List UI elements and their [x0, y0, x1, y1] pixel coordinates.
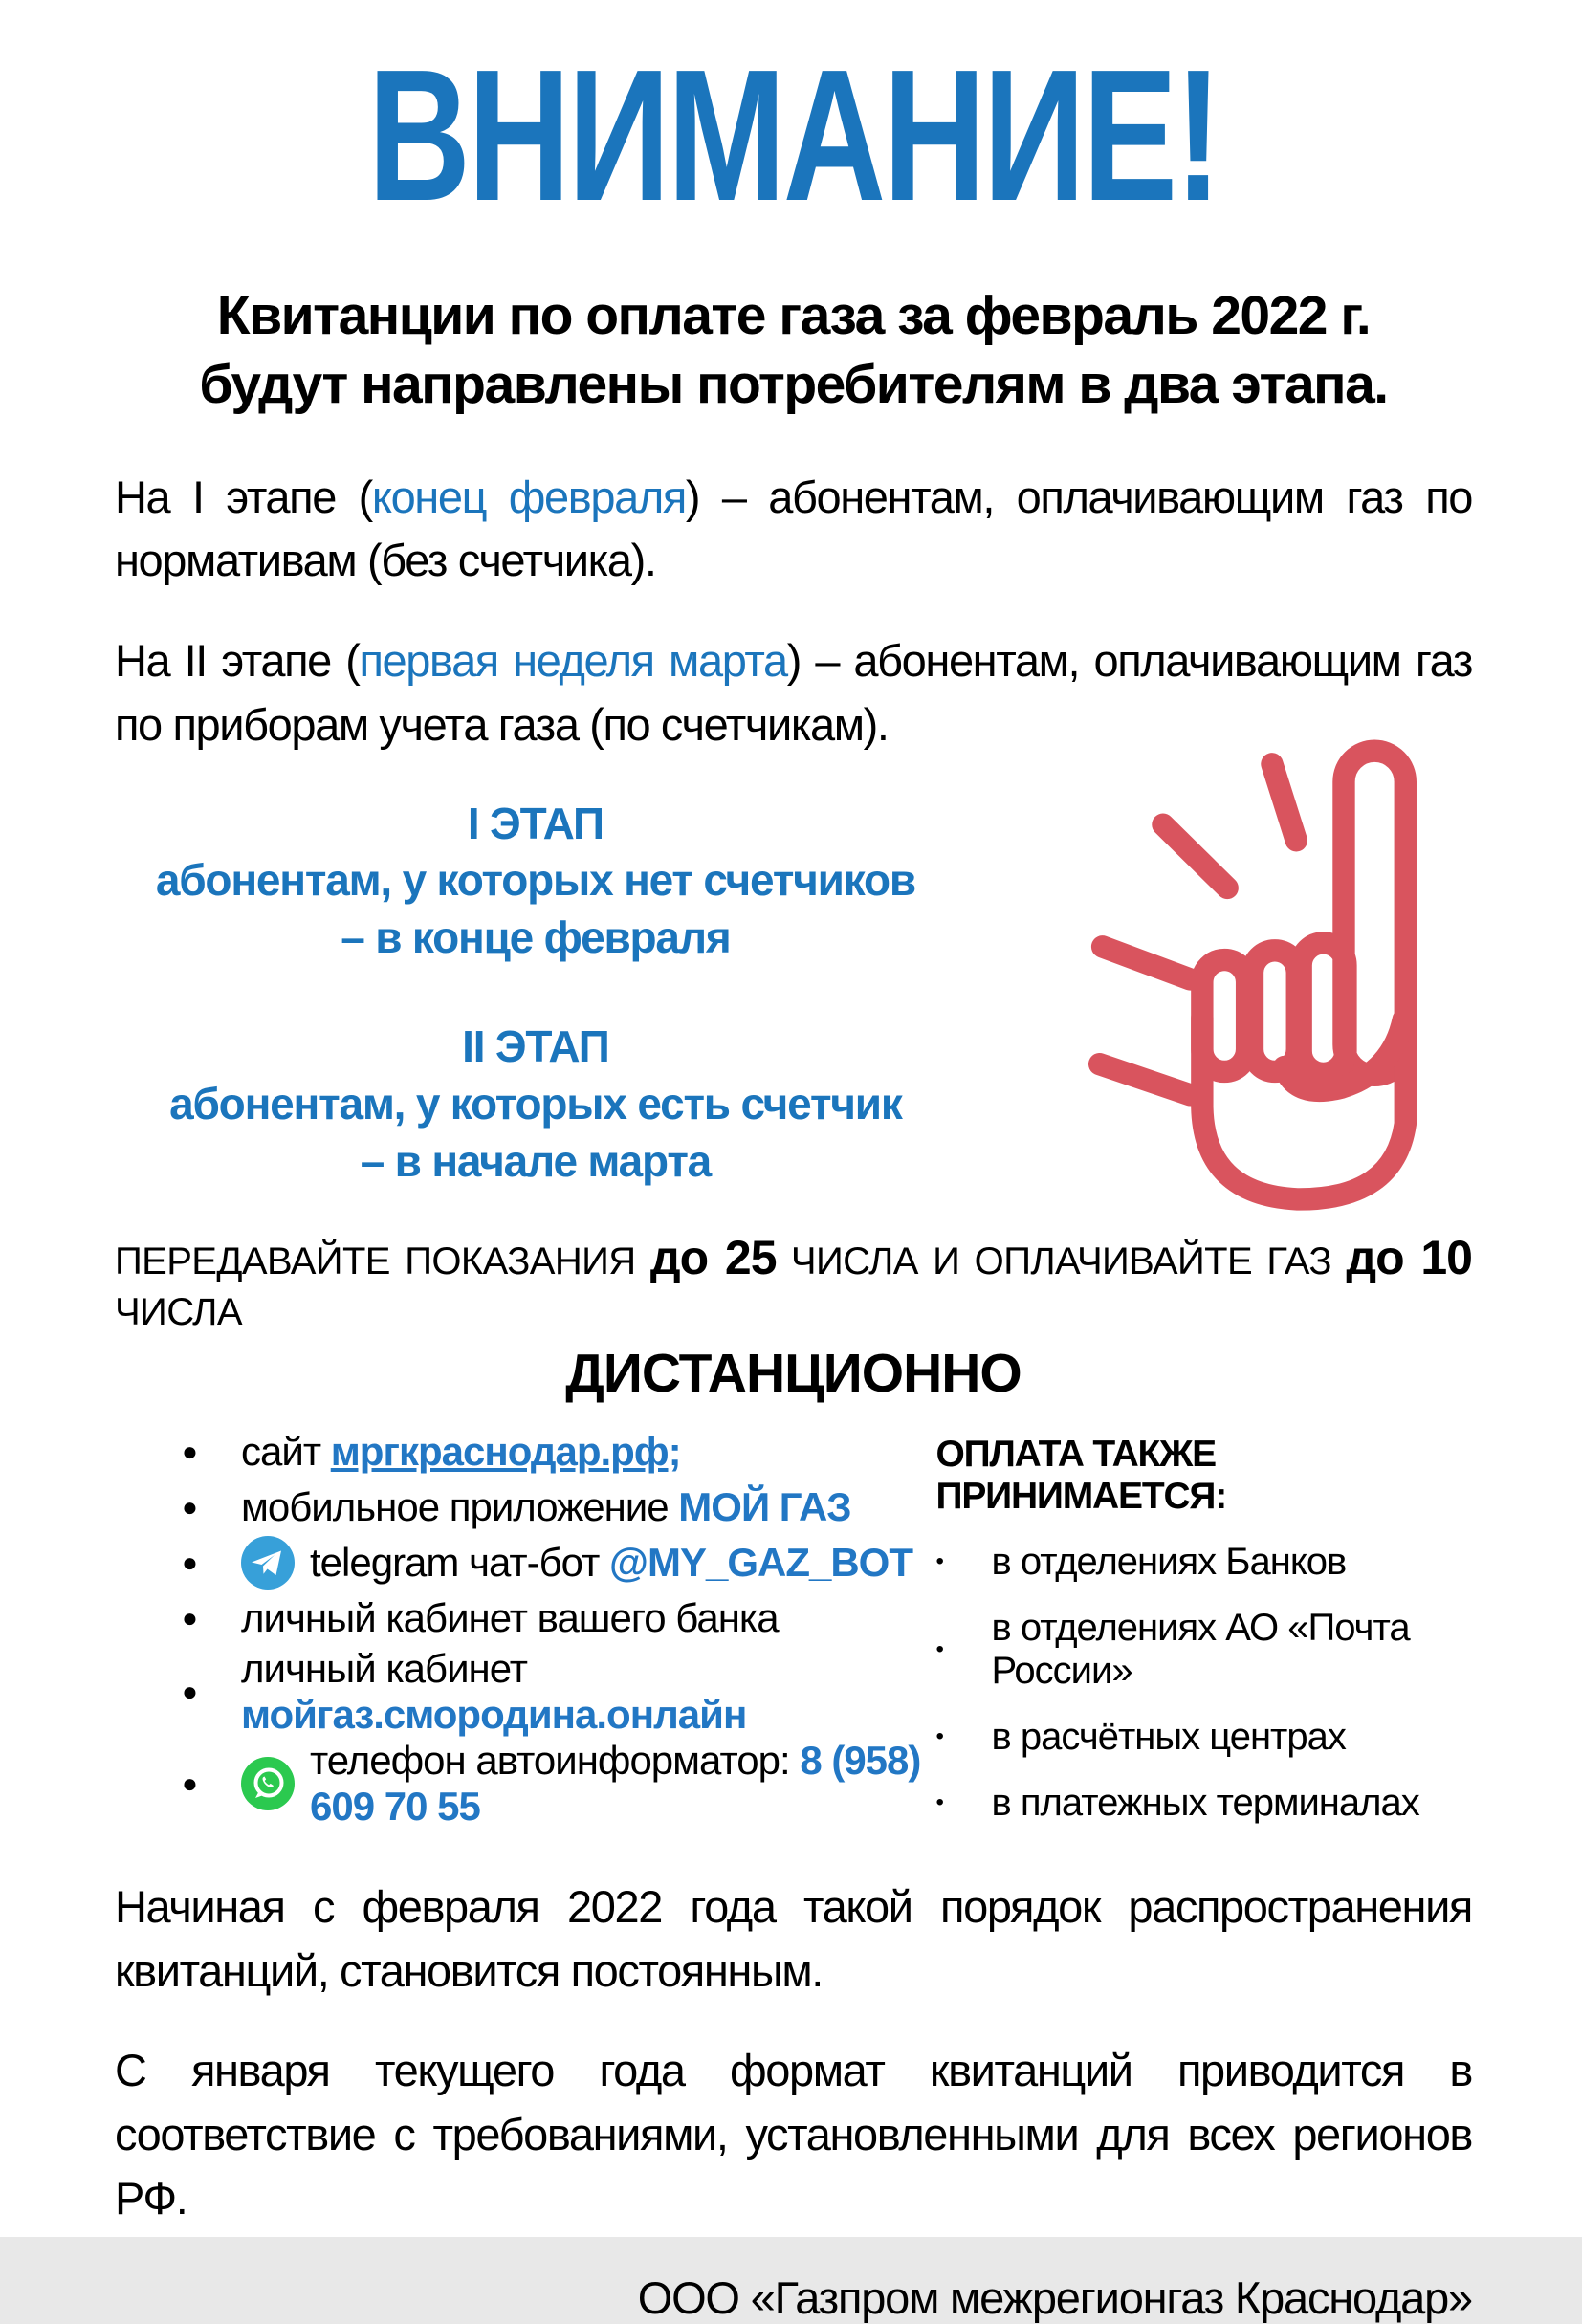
payment-item — [935, 1541, 1472, 1584]
telegram-icon — [241, 1536, 295, 1590]
payment-item — [935, 1782, 1472, 1825]
channel-text — [241, 1429, 681, 1475]
ray-icon — [1163, 824, 1227, 888]
channel-prefix: telegram чат-бот — [310, 1539, 610, 1585]
bullet-icon: ● — [182, 1491, 197, 1522]
site-link[interactable]: мргкраснодар.рф; — [330, 1428, 681, 1474]
subtitle-line-1: Квитанции по оплате газа за февраль 2022 г. — [216, 285, 1371, 346]
payment-item-label: в отделениях АО «Почта России» — [991, 1606, 1410, 1692]
bullet-icon: ● — [182, 1676, 197, 1706]
stage1-suffix: ) – абонентам, оплачивающим газ по нормативам (без счетчика). — [115, 471, 1472, 586]
page-title-text: ВНИМАНИЕ! — [367, 31, 1219, 240]
channel-item-bank-cabinet — [115, 1590, 935, 1646]
payment-heading: ОПЛАТА ТАКЖЕ ПРИНИМАЕТСЯ: — [935, 1433, 1227, 1517]
payment-item — [935, 1607, 1472, 1693]
payment-options — [935, 1424, 1472, 1830]
stage1-paragraph — [115, 466, 1472, 593]
knuckle — [1301, 943, 1346, 1073]
channels-and-payment-columns — [115, 1424, 1472, 1830]
stages-section — [115, 796, 1472, 1191]
payment-item-label: в платежных терминалах — [991, 1781, 1419, 1824]
stage1-block-line2: – в конце февраля — [341, 912, 731, 963]
channel-text — [241, 1484, 851, 1530]
bullet-icon: • — [935, 1548, 943, 1575]
payment-item-label: в расчётных центрах — [991, 1715, 1346, 1758]
stage1-block-title: I ЭТАП — [467, 798, 604, 848]
bullet-icon: • — [935, 1635, 943, 1662]
attention-pointing-hand-icon — [1051, 733, 1489, 1224]
channel-text — [310, 1738, 935, 1830]
channel-text: личный кабинет вашего банка — [241, 1594, 779, 1640]
channel-item-smorodina-cabinet — [115, 1646, 935, 1738]
deadline-bold-25: до 25 — [649, 1231, 777, 1285]
ray-icon — [1103, 947, 1191, 979]
bullet-icon: ● — [182, 1767, 197, 1798]
channel-item-mobile-app — [115, 1480, 935, 1535]
deadline-line — [115, 1228, 1472, 1336]
page-title — [115, 31, 1472, 240]
permanent-order-paragraph: Начиная с февраля 2022 года такой порядок распространения квитанций, становится постоянным. — [115, 1880, 1472, 1996]
stage1-block — [115, 796, 956, 967]
deadline-part2: ЧИСЛА И ОПЛАЧИВАЙТЕ ГАЗ — [776, 1240, 1347, 1283]
bullet-icon: ● — [182, 1436, 197, 1466]
stage2-suffix: ) – абонентам, оплачивающим газ по приборам учета газа (по счетчикам). — [115, 635, 1472, 750]
channel-prefix: сайт — [241, 1428, 331, 1474]
telegram-bot-link[interactable]: @MY_GAZ_BOT — [609, 1539, 912, 1585]
bullet-icon: ● — [182, 1546, 197, 1577]
deadline-part1: ПЕРЕДАВАЙТЕ ПОКАЗАНИЯ — [115, 1240, 650, 1283]
bullet-icon: ● — [182, 1602, 197, 1633]
ray-icon — [1272, 764, 1296, 841]
channel-item-telegram-bot — [115, 1535, 935, 1590]
phone-number-link[interactable]: 8 (958) 609 70 55 — [310, 1737, 932, 1829]
stage2-block-line2: – в начале марта — [360, 1135, 712, 1186]
channel-text — [310, 1540, 912, 1586]
smorodina-link[interactable]: мойгаз.смородина.онлайн — [241, 1691, 747, 1737]
deadline-part3: ЧИСЛА — [115, 1290, 242, 1333]
subtitle-line-2: будут направлены потребителям в два этапа. — [199, 354, 1388, 416]
stage1-prefix: На I этапе ( — [115, 471, 372, 522]
channel-prefix: телефон автоинформатор: — [310, 1737, 801, 1783]
channel-prefix: мобильное приложение — [241, 1483, 679, 1529]
app-name-label: МОЙ ГАЗ — [678, 1483, 851, 1529]
bullet-icon: • — [935, 1723, 943, 1750]
stage-blocks-column — [115, 796, 956, 1191]
stage1-highlight: конец февраля — [371, 471, 686, 522]
channel-text — [241, 1646, 935, 1738]
stage2-block-line1: абонентам, у которых есть счетчик — [169, 1078, 902, 1129]
company-signature: ООО «Газпром межрегионгаз Краснодар» — [637, 2271, 1472, 2323]
stage2-block-title: II ЭТАП — [462, 1021, 609, 1072]
payment-item — [935, 1716, 1472, 1759]
channel-prefix: личный кабинет — [241, 1645, 538, 1691]
stage2-block — [115, 1019, 956, 1190]
payment-item-label: в отделениях Банков — [991, 1540, 1347, 1583]
deadline-bold-10: до 10 — [1346, 1231, 1472, 1285]
stage2-highlight: первая неделя марта — [359, 635, 787, 687]
channel-item-phone-informer — [115, 1738, 935, 1830]
remote-channels-list — [115, 1424, 935, 1830]
subtitle — [115, 281, 1472, 420]
channel-item-site — [115, 1424, 935, 1480]
remote-heading: ДИСТАНЦИОННО — [565, 1342, 1022, 1404]
stage2-prefix: На II этапе ( — [115, 635, 360, 687]
receipt-format-paragraph: С января текущего года формат квитанций приводится в соответствие с требованиями, установленными для всех регионов РФ. — [115, 2045, 1472, 2224]
whatsapp-icon — [241, 1757, 295, 1810]
ray-icon — [1100, 1063, 1191, 1094]
stage1-block-line1: абонентам, у которых нет счетчиков — [155, 855, 915, 906]
bullet-icon: • — [935, 1789, 943, 1816]
